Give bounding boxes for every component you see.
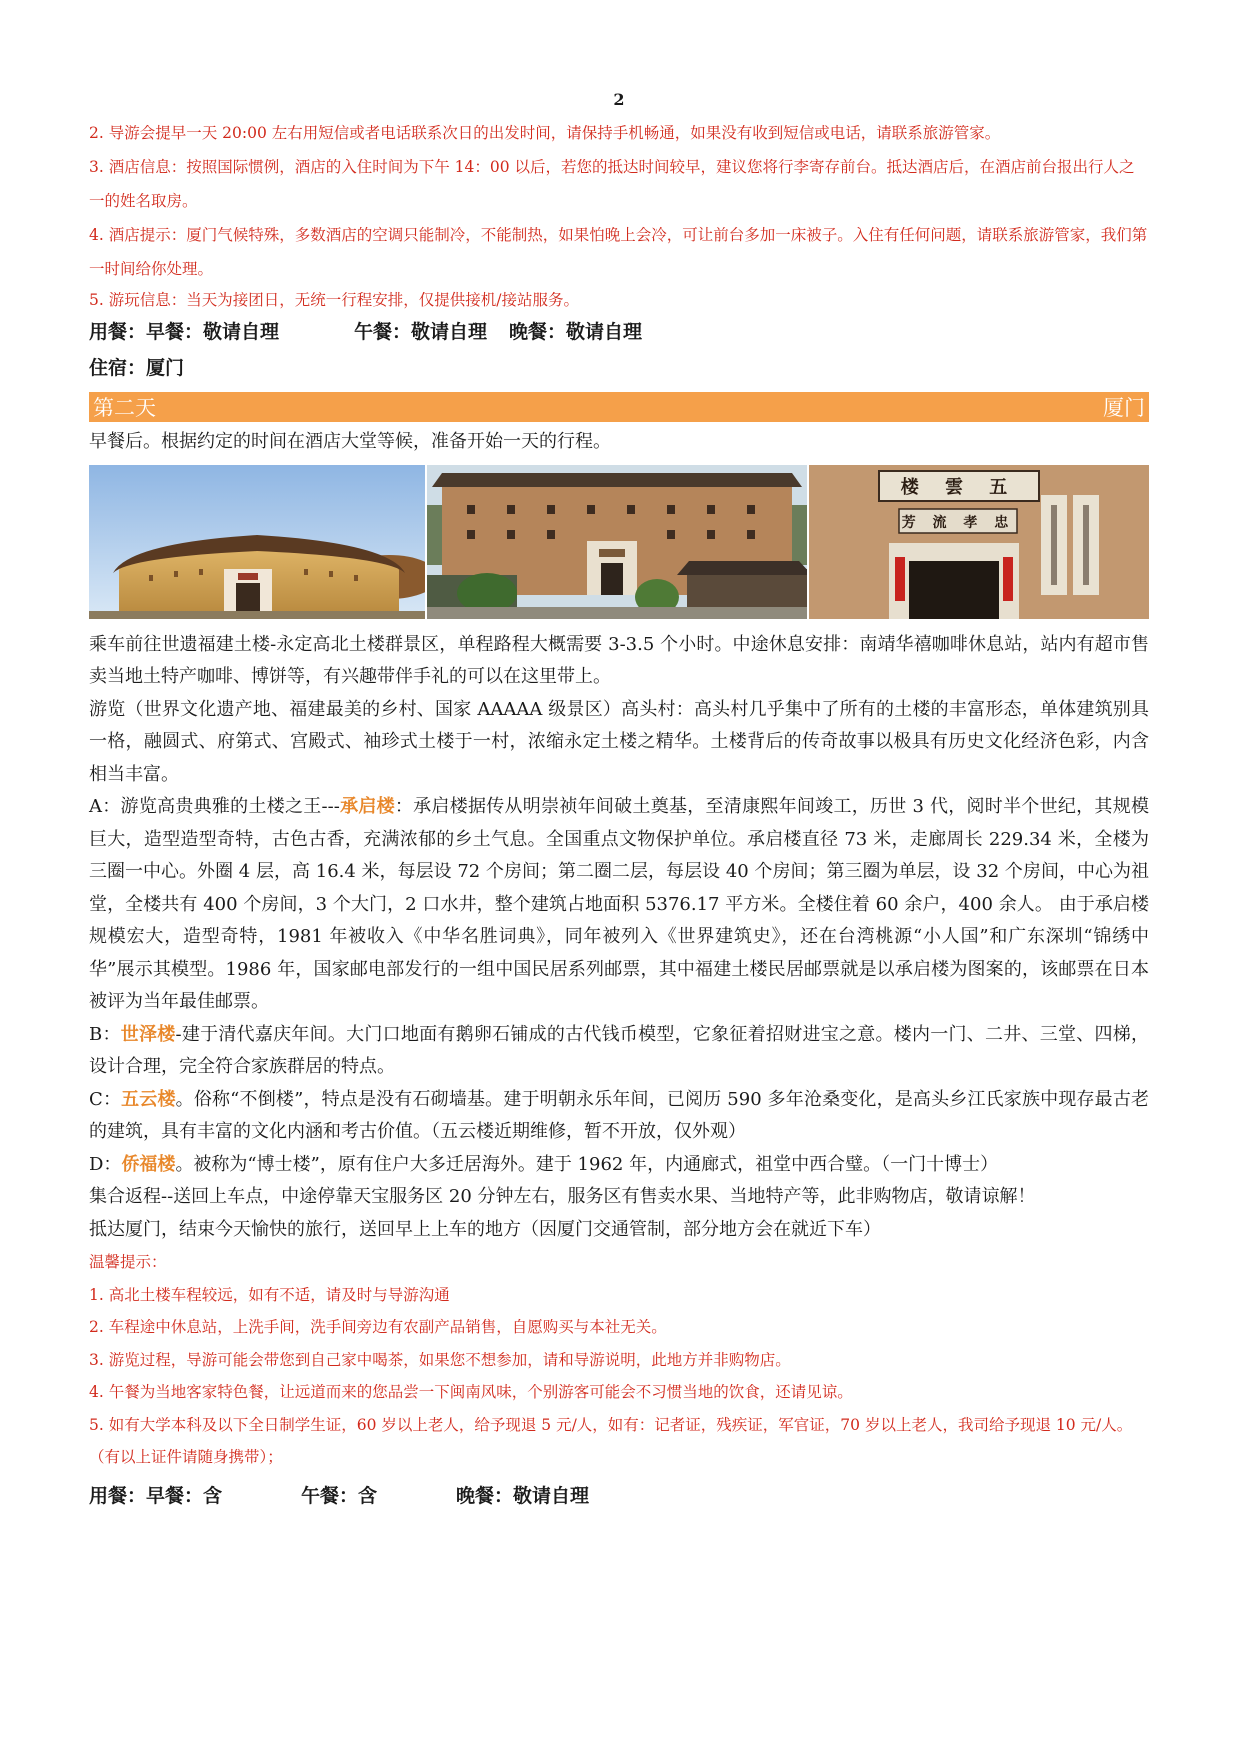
round-tulou-illustration	[89, 465, 425, 619]
wuyun-gate-illustration	[809, 465, 1149, 619]
tip-item: 4. 午餐为当地客家特色餐，让远道而来的您品尝一下闽南风味，个别游客可能会不习惯当地的饮食，还请见谅。	[89, 1383, 853, 1401]
shize-name: 世泽楼	[120, 1023, 176, 1045]
day2-meals	[89, 1478, 1149, 1514]
meals-label: 用餐：	[89, 1484, 147, 1507]
arrive-paragraph: 抵达厦门，结束今天愉快的旅行，送回早上上车的地方（因厦门交通管制，部分地方会在就近下车）	[89, 1218, 881, 1240]
day2-title: 第二天	[93, 396, 156, 420]
wuyun-name: 五云楼	[121, 1088, 176, 1110]
shize-prefix: B：	[89, 1023, 121, 1045]
photo-strip	[89, 465, 1149, 619]
wuyun-prefix: C：	[89, 1088, 122, 1110]
day1-lodging: 住宿：厦门	[89, 357, 185, 379]
qiaofu-name: 侨福楼	[121, 1153, 176, 1175]
meal-breakfast: 早餐：含	[146, 1484, 223, 1507]
chengqi-name: 承启楼	[339, 796, 395, 817]
day1-note-5: 5. 游玩信息：当天为接团日，无统一行程安排，仅提供接机/接站服务。	[89, 291, 579, 309]
chengqi-text: ：承启楼据传从明崇祯年间破土奠基，至清康熙年间竣工，历世 3 代，阅时半个世纪，其规模巨大，造型造型奇特，古色古香，充满浓郁的乡土气息。全国重点文物保护单位。承启楼直径 73 米，走廊周长 229.34 米，全楼为三圈一中心。外圈 4 层，高 16.4 米，每层设 72 个房间；第二圈二层，每层设 40 个房间；第三圈为单层，设 32 个房间，中心为祖堂，全楼共有 400 个房间，3 个大门，2 口水井，整个建筑占地面积 5376.17 平方米。全楼住着 60 余户，400 余人。 由于承启楼规模宏大，造型奇特，1981 年被收入《中华名胜词典》，同年被列入《世界建筑史》，还在台湾桃源“小人国”和广东深圳“锦绣中华”展示其模型。1986 年，国家邮电部发行的一组中国民居系列邮票，其中福建土楼民居邮票就是以承启楼为图案的，该邮票在日本被评为当年最佳邮票。	[89, 796, 1149, 1012]
plaque-middle-text: 芳 流 孝 忠	[901, 514, 1015, 531]
day2-location: 厦门	[1103, 396, 1145, 420]
day1-note-4: 4. 酒店提示：厦门气候特殊，多数酒店的空调只能制冷，不能制热，如果怕晚上会冷，可让前台多加一床被子。入住有任何问题，请联系旅游管家，我们第一时间给你处理。	[89, 226, 1148, 278]
meal-dinner: 晚餐：敬请自理	[509, 321, 643, 343]
return-paragraph: 集合返程--送回上车点，中途停靠天宝服务区 20 分钟左右，服务区有售卖水果、当地特产等，此非购物店，敬请谅解！	[89, 1186, 1036, 1207]
chengqi-paragraph	[89, 791, 1149, 1019]
square-tulou-illustration	[427, 465, 807, 619]
qiaofu-prefix: D：	[89, 1153, 122, 1175]
qiaofu-text: 。被称为“博士楼”，原有住户大多迁居海外。建于 1962 年，内通廊式，祖堂中西合璧。（一门十博士）	[175, 1153, 999, 1175]
square-tulou-photo	[427, 465, 807, 619]
tip-item: 3. 游览过程，导游可能会带您到自己家中喝茶，如果您不想参加，请和导游说明，此地方并非购物店。	[89, 1350, 791, 1369]
tips-title: 温馨提示：	[89, 1253, 167, 1271]
document-page	[89, 90, 1149, 1514]
shize-text: -建于清代嘉庆年间。大门口地面有鹅卵石铺成的古代钱币模型，它象征着招财进宝之意。楼内一门、二井、三堂、四梯，设计合理，完全符合家族群居的特点。	[89, 1023, 1149, 1077]
shize-paragraph	[89, 1019, 1149, 1084]
meal-lunch: 午餐：含	[301, 1484, 378, 1507]
day1-meals	[89, 314, 1149, 350]
meal-breakfast: 早餐：敬请自理	[146, 321, 280, 343]
qiaofu-paragraph	[89, 1149, 1149, 1182]
day1-note-3: 3. 酒店信息：按照国际惯例，酒店的入住时间为下午 14：00 以后，若您的抵达时间较早，建议您将行李寄存前台。抵达酒店后，在酒店前台报出行人之一的姓名取房。	[89, 158, 1135, 210]
day2-header-band	[89, 392, 1149, 422]
plaque-top-text: 楼 雲 五	[900, 476, 1018, 498]
wuyun-gate-photo	[809, 465, 1149, 619]
meals-label: 用餐：	[89, 321, 147, 343]
drive-paragraph: 乘车前往世遗福建土楼-永定高北土楼群景区，单程路程大概需要 3-3.5 个小时。中途休息安排：南靖华禧咖啡休息站，站内有超市售卖当地土特产咖啡、博饼等，有兴趣带伴手礼的可以在这里带上。	[89, 633, 1149, 687]
meal-lunch: 午餐：敬请自理	[354, 321, 488, 343]
day2-intro: 早餐后。根据约定的时间在酒店大堂等候，准备开始一天的行程。	[89, 431, 611, 452]
wuyun-paragraph	[89, 1084, 1149, 1149]
tip-item: 2. 车程途中休息站，上洗手间，洗手间旁边有农副产品销售，自愿购买与本社无关。	[89, 1318, 667, 1336]
round-tulou-photo	[89, 465, 425, 619]
page-number: 2	[613, 90, 625, 109]
wuyun-text: 。俗称“不倒楼”，特点是没有石砌墙基。建于明朝永乐年间，已阅历 590 多年沧桑变化，是高头乡江氏家族中现存最古老的建筑，具有丰富的文化内涵和考古价值。（五云楼近期维修，暂不开放，仅外观）	[89, 1088, 1150, 1142]
chengqi-prefix: A：游览高贵典雅的土楼之王---	[89, 796, 340, 817]
day1-note-2: 2. 导游会提早一天 20:00 左右用短信或者电话联系次日的出发时间，请保持手机畅通，如果没有收到短信或电话，请联系旅游管家。	[89, 124, 1001, 142]
meal-dinner: 晚餐：敬请自理	[456, 1484, 590, 1507]
tip-item: 1. 高北土楼车程较远，如有不适，请及时与导游沟通	[89, 1285, 450, 1304]
tour-paragraph: 游览（世界文化遗产地、福建最美的乡村、国家 AAAAA 级景区）高头村：高头村几乎集中了所有的土楼的丰富形态，单体建筑别具一格，融圆式、府第式、宫殿式、袖珍式土楼于一村，浓缩永定土楼之精华。土楼背后的传奇故事以极具有历史文化经济色彩，内含相当丰富。	[89, 698, 1149, 785]
tip-item: 5. 如有大学本科及以下全日制学生证，60 岁以上老人，给予现退 5 元/人，如有：记者证，残疾证，军官证，70 岁以上老人，我司给予现退 10 元/人。（有以上证件请随身携带）；	[89, 1415, 1133, 1466]
